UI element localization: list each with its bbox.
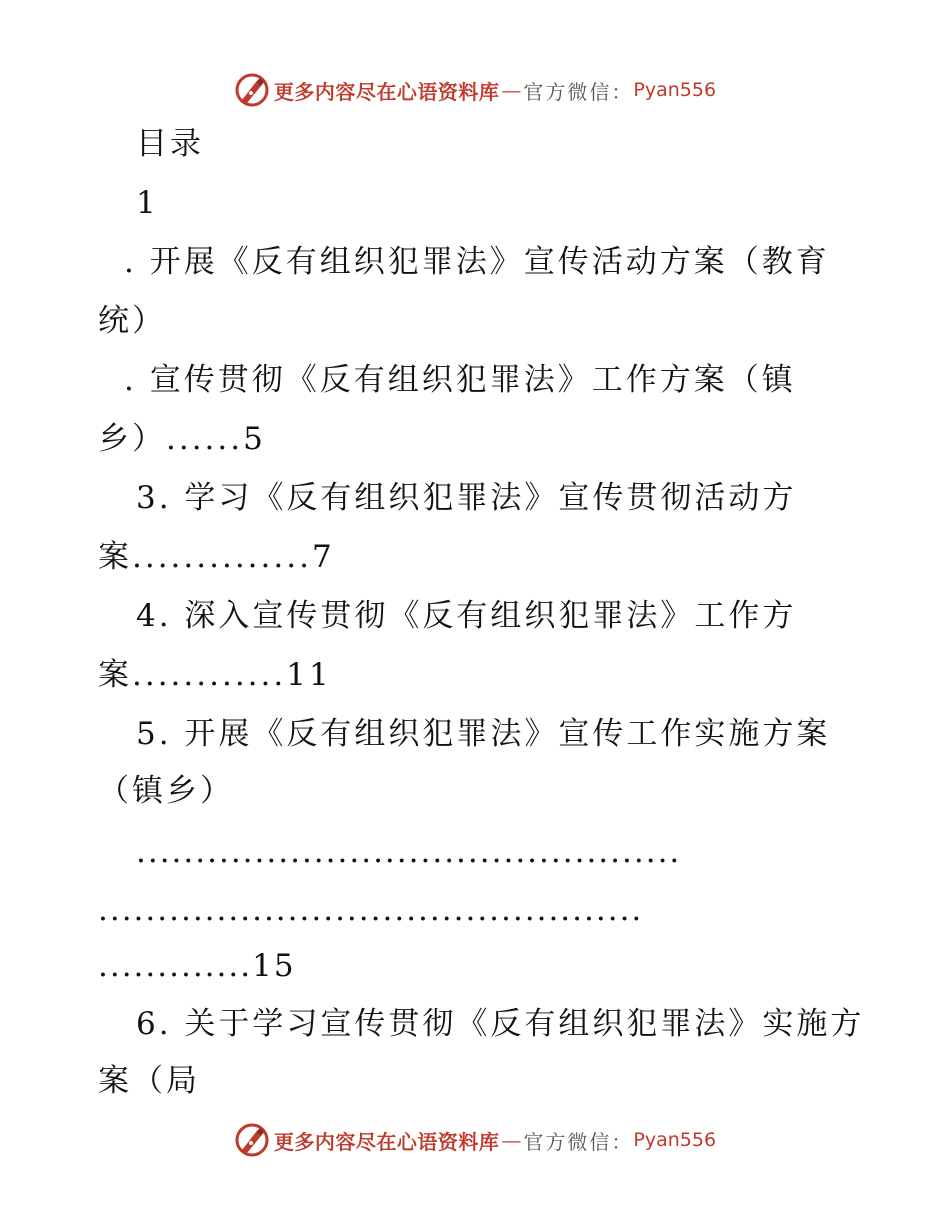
toc-line: 3. 学习《反有组织犯罪法》宣传贯彻活动方 bbox=[136, 480, 797, 516]
watermark-dash: — bbox=[501, 78, 522, 102]
toc-line: 案..............7 bbox=[98, 539, 335, 575]
toc-leader-dots: .............................................. bbox=[98, 892, 644, 928]
toc-line: 统） bbox=[98, 303, 166, 339]
toc-line: 5. 开展《反有组织犯罪法》宣传工作实施方案 bbox=[136, 716, 831, 752]
toc-line: 6. 关于学习宣传贯彻《反有组织犯罪法》实施方 bbox=[136, 1006, 865, 1042]
toc-line: 案（局 bbox=[98, 1063, 200, 1099]
toc-leader-dots: .............................................. bbox=[136, 834, 682, 870]
toc-line: . 宣传贯彻《反有组织犯罪法》工作方案（镇 bbox=[124, 362, 796, 398]
toc-line: .............15 bbox=[98, 948, 296, 984]
watermark-wechat-id: Pyan556 bbox=[633, 79, 717, 101]
footer-watermark bbox=[0, 1120, 950, 1160]
watermark-wechat-id: Pyan556 bbox=[633, 1129, 717, 1151]
toc-line: 乡）......5 bbox=[98, 421, 266, 457]
watermark-text: 更多内容尽在心语资料库 bbox=[273, 1129, 500, 1154]
toc-line: 1 bbox=[136, 185, 159, 221]
watermark-dash: — bbox=[501, 1128, 522, 1152]
fountain-pen-logo-icon bbox=[234, 1122, 270, 1158]
watermark-label: 官方微信： bbox=[523, 1129, 634, 1154]
header-watermark bbox=[0, 70, 950, 110]
fountain-pen-logo-icon bbox=[234, 72, 270, 108]
toc-line: （镇乡） bbox=[98, 773, 234, 809]
watermark-label: 官方微信： bbox=[523, 79, 634, 104]
toc-title: 目录 bbox=[136, 126, 204, 162]
toc-line: . 开展《反有组织犯罪法》宣传活动方案（教育 bbox=[124, 244, 830, 280]
toc-line: 案............11 bbox=[98, 657, 332, 693]
toc-line: 4. 深入宣传贯彻《反有组织犯罪法》工作方 bbox=[136, 598, 797, 634]
watermark-text: 更多内容尽在心语资料库 bbox=[273, 79, 500, 104]
